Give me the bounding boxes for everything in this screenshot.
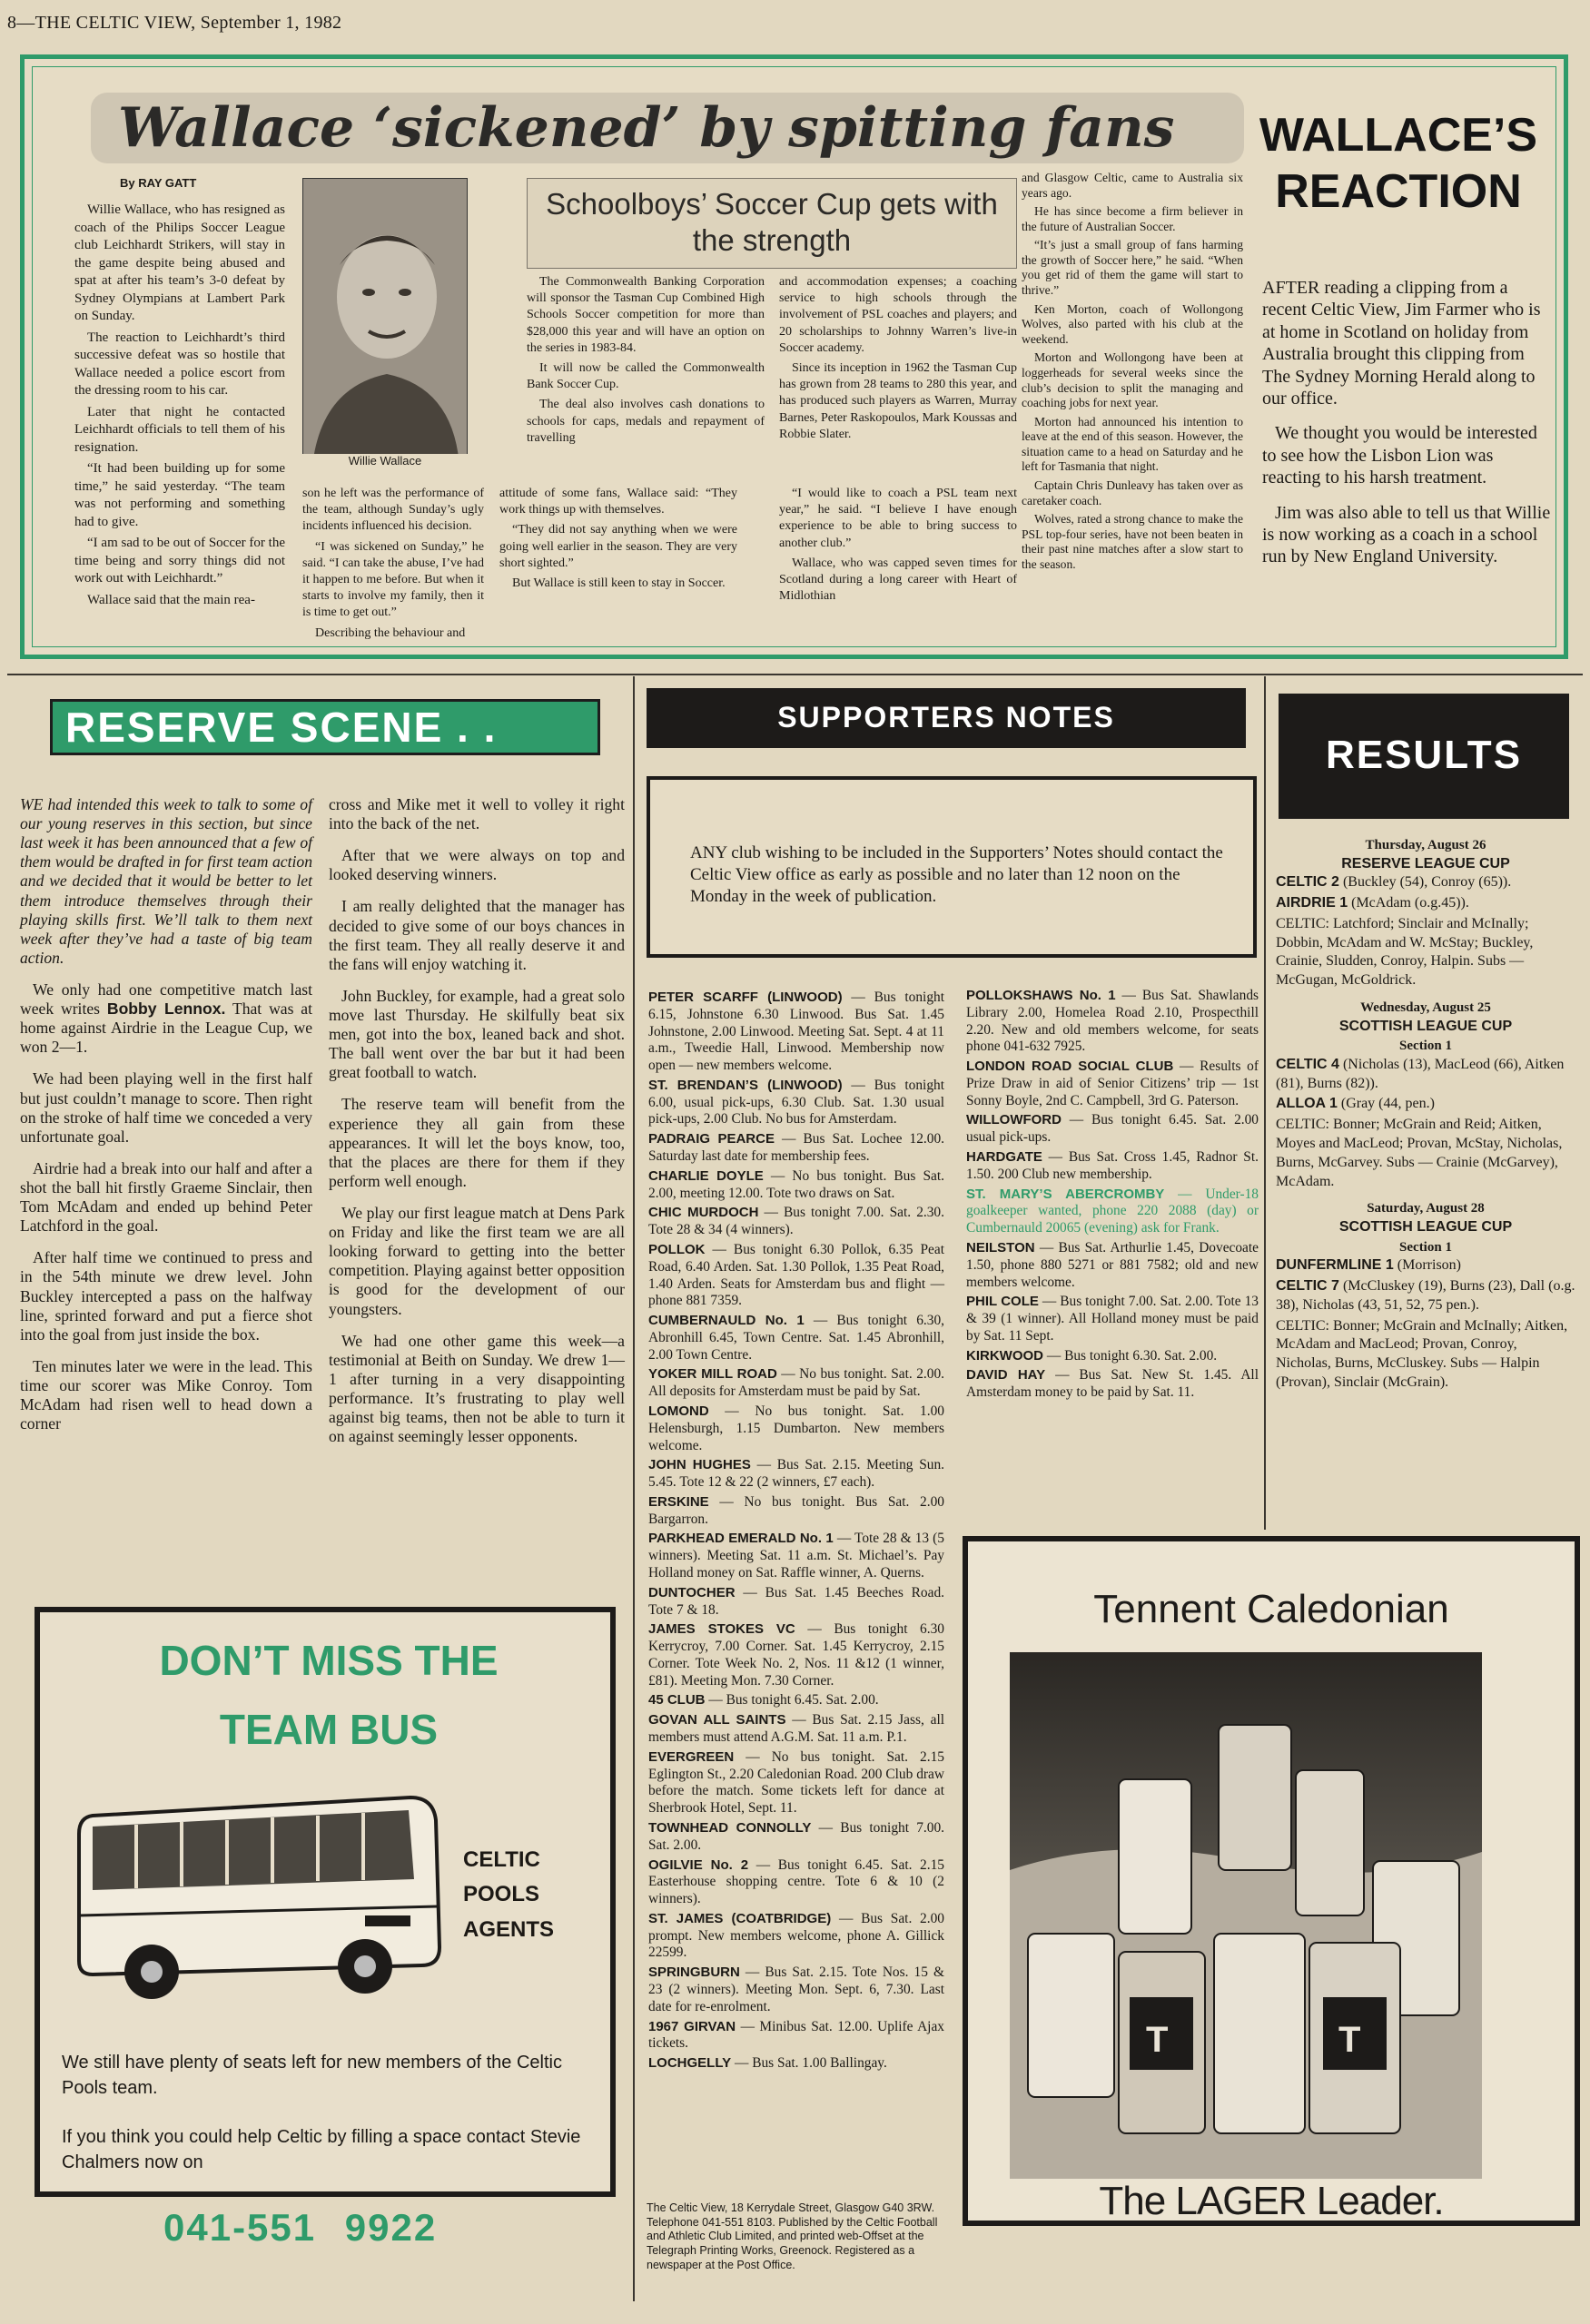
supporters-club-note xyxy=(966,1059,1259,1109)
schoolboys-column-1: The Commonwealth Banking Corporation will sponsor the Tasman Cup Combined High Schools Soccer competition for more than $28,000 this year and will have an option on the series in 1983-84. It will now be called the Commonwealth Bank Soccer Cup. The deal also involves cash donations to schools for caps, medals and repayment of travelling xyxy=(527,275,765,445)
lager-ad-footer: The LAGER Leader. xyxy=(1099,2179,1444,2223)
club-name: ST. JAMES (COATBRIDGE) xyxy=(648,1910,832,1926)
club-note-text: — Bus Sat. New St. 1.45. All Amsterdam money to be paid by Sat. 11. xyxy=(966,1367,1259,1401)
club-name: TOWNHEAD CONNOLLY xyxy=(648,1819,812,1836)
supporters-club-note xyxy=(648,1078,944,1128)
supporters-club-note xyxy=(648,1313,944,1364)
result-scorers: (Buckley (54), Conroy (65)). xyxy=(1338,874,1512,891)
supporters-column-1 xyxy=(648,990,944,2075)
club-note-text: — Bus tonight 7.00. Sat. 2.30. Tote 28 & 34 (4 winners). xyxy=(648,1205,944,1238)
supporters-club-note xyxy=(648,1692,944,1709)
club-name: EVERGREEN xyxy=(648,1748,735,1765)
reserve-column-1: WE had intended this week to talk to some of our young reserves in this section, but since last week it has been announced that a few of them would be drafted in for first team action and we decided that it would be better to let them introduce themselves through their playing skills first. We’ll talk to them next week after they’ve had a taste of big team action. We only had one competitive match last week writes Bobby Lennox. That was at home against Airdrie in the League Cup, we won 2—1. We had been playing well in the first half but just couldn’t manage to score. Then right on the stroke of half time we conceded a very unfortunate goal. Airdrie had a break into our half and after a shot the ball hit firstly Graeme Sinclair, then Tom McAdam and ended up behind Peter Latchford in the goal. After half time we continued to press and in the 54th minute we drew level. John Buckley intercepted a pass on the halfway line, sprinted forward and put a fierce shot into the goal from just inside the box. Ten minutes later we were in the lead. This time our scorer was Mike Conroy. Tom McAdam had risen well to head down a corner xyxy=(20,795,312,1433)
club-name: ST. BRENDAN’S (LINWOOD) xyxy=(648,1077,843,1093)
club-name: PETER SCARFF (LINWOOD) xyxy=(648,990,843,1005)
club-note-text: — Under-18 goalkeeper wanted, phone 220 2088 (day) or Cumbernauld 20065 (evening) ask for Frank. xyxy=(966,1186,1259,1236)
club-name: KIRKWOOD xyxy=(966,1347,1043,1364)
club-name: LONDON ROAD SOCIAL CLUB xyxy=(966,1059,1174,1075)
club-name: SPRINGBURN xyxy=(648,1965,740,1981)
supporters-club-note xyxy=(648,2019,944,2053)
club-note-text: — Bus tonight 7.00. Sat. 2.00. Tote 13 & 39 (1 winner). All Holland money must be paid by Sat. 11 Sept. xyxy=(966,1294,1259,1344)
reserve-scene-banner: RESERVE SCENE . . xyxy=(50,699,600,755)
supporters-club-note xyxy=(648,2055,944,2073)
result-score-line xyxy=(1276,1256,1575,1275)
club-note-text: — Bus tonight 6.30 Pollok, 6.35 Peat Road, 6.40 Arden. Sat. 1.30 Pollok, 1.35 Peat Road, 1.40 Arden. Seats for Amsterdam bus and flight — phone 881 7359. xyxy=(648,1241,944,1309)
result-section: Section 1 xyxy=(1399,1239,1452,1255)
club-name: CHIC MURDOCH xyxy=(648,1205,759,1221)
supporters-club-note xyxy=(966,1149,1259,1184)
result-scorers: (McAdam (o.g.45)). xyxy=(1348,895,1469,911)
supporters-club-note xyxy=(648,1205,944,1239)
svg-text:T: T xyxy=(1146,2020,1169,2060)
supporters-club-note xyxy=(648,990,944,1075)
club-name: POLLOK xyxy=(648,1241,706,1257)
result-lineup: CELTIC: Bonner; McGrain and Reid; Aitken, Moyes and MacLeod; Provan, McStay, Nicholas, Burns, McGarvey. Subs — Crainie (McGarvey), McAdam. xyxy=(1276,1117,1563,1189)
supporters-column-2 xyxy=(966,988,1259,1404)
club-name: LOMOND xyxy=(648,1403,709,1419)
result-score-line xyxy=(1276,894,1575,913)
club-name: YOKER MILL ROAD xyxy=(648,1366,777,1383)
result-date: Wednesday, August 25 xyxy=(1360,1000,1491,1016)
wallace-column-5: and Glasgow Celtic, came to Australia six years ago. He has since become a firm believer in the future of Australian Soccer. “It’s just a small group of fans harming the growth of Soccer here,” he said. “When you get rid of them the game will start to thrive.” Ken Morton, coach of Wollongong Wolves, also parted with his club at the weekend. Morton and Wollongong have been at loggerheads for several weeks since the club’s decision to split the managing and coaching jobs for next year. Morton had announced his intention to leave at the end of this season. However, the situation came to a head on Saturday and he left for Tasmania that night. Captain Chris Dunleavy has taken over as caretaker coach. Wolves, rated a strong chance to make the PSL top-four series, have not been beaten in their past nine matches after a slow start to the season. xyxy=(1022,171,1243,571)
club-name: PHIL COLE xyxy=(966,1294,1039,1310)
supporters-club-note xyxy=(648,1531,944,1581)
supporters-club-note xyxy=(966,1294,1259,1344)
lager-cans-icon xyxy=(1010,1652,1482,2179)
schoolboys-subhead: Schoolboys’ Soccer Cup gets with the strength xyxy=(527,178,1017,269)
wallace-headline: Wallace ‘sickened’ by spitting fans xyxy=(91,93,1244,163)
supporters-club-note xyxy=(966,988,1259,1056)
supporters-club-note xyxy=(966,1112,1259,1147)
club-note-text: — Bus tonight 6.00, usual pick-ups, 6.30 Club. Sat. 1.30 usual pick-ups, 2.00 Club. No bus for Amsterdam. xyxy=(648,1077,944,1128)
result-score-line xyxy=(1276,1277,1575,1315)
result-scorers: (Gray (44, pen.) xyxy=(1337,1096,1435,1112)
wallace-column-1: Willie Wallace, who has resigned as coach of the Philips Soccer League club Leichhardt Strikers, will stay in the game despite being abused and spat at after his team’s 3-0 defeat by Sydney Olympians at Lambert Park on Sunday. The reaction to Leichhardt’s third successive defeat was so hostile that Wallace needed a police escort from the dressing room to his car. Later that night he contacted Leichhardt officials to tell them of his resignation. “It had been building up for some time,” he said yesterday. “The team was not performing and something had to give. “I am sad to be out of Soccer for the time being and sorry things did not work out with Leichhardt.” Wallace said that the main rea- xyxy=(74,202,285,607)
club-name: LOCHGELLY xyxy=(648,2055,732,2072)
supporters-notes-banner: SUPPORTERS NOTES xyxy=(647,688,1246,748)
result-team: DUNFERMLINE 1 xyxy=(1276,1257,1394,1274)
club-name: PARKHEAD EMERALD No. 1 xyxy=(648,1531,834,1547)
page-header: 8—THE CELTIC VIEW, September 1, 1982 xyxy=(7,13,342,33)
result-competition: SCOTTISH LEAGUE CUP xyxy=(1338,1218,1513,1235)
supporters-club-note xyxy=(648,1911,944,1962)
supporters-notice: ANY club wishing to be included in the Supporters’ Notes should contact the Celtic View office as early as possible and no later than 12 noon on the Monday in the week of publication. xyxy=(690,843,1223,906)
club-note-text: — Bus tonight 6.45. Sat. 2.15 Easterhouse shopping centre. Tote 6 & 10 (2 winners). xyxy=(648,1856,944,1907)
club-note-text: — Bus Sat. Lochee 12.00. Saturday last date for membership fees. xyxy=(648,1131,944,1165)
lager-ad-title: Tennent Caledonian xyxy=(1093,1587,1449,1631)
result-score-line xyxy=(1276,1056,1575,1094)
photo-caption: Willie Wallace xyxy=(302,454,468,468)
club-name: POLLOKSHAWS No. 1 xyxy=(966,988,1116,1003)
bus-icon xyxy=(65,1779,447,2015)
result-date: Saturday, August 28 xyxy=(1367,1201,1485,1216)
club-name: DUNTOCHER xyxy=(648,1584,736,1600)
svg-text:T: T xyxy=(1338,2020,1361,2060)
wallace-photo xyxy=(302,178,468,465)
section-rule xyxy=(7,674,1583,675)
club-note-text: — No bus tonight. Sat. 2.00. All deposits for Amsterdam must be paid by Sat. xyxy=(648,1366,945,1400)
club-note-text: — No bus tonight. Bus Sat. 2.00 Bargarron. xyxy=(648,1493,944,1527)
club-name: 1967 GIRVAN xyxy=(648,2018,736,2034)
club-note-text: — Bus tonight 6.30 Kerrycroy, 7.00 Corner. Sat. 1.45 Kerrycroy, 2.15 Corner. Tote Week No. 2, Nos. 11 &12 (1 winner, £81). Meeting Mon. 7.30 Corner. xyxy=(648,1621,944,1689)
club-note-text: — Bus Sat. 1.00 Ballingay. xyxy=(731,2055,887,2072)
club-name: JAMES STOKES VC xyxy=(648,1621,795,1638)
supporters-club-note xyxy=(648,1131,944,1166)
wallace-column-4: “I would like to coach a PSL team next year,” he said. “I believe I have enough experience to be able to bring success to another club.” Wallace, who was capped seven times for Scotland during a long career with Heart of Midlothian xyxy=(779,487,1017,604)
club-note-text: — Minibus Sat. 12.00. Uplife Ajax tickets. xyxy=(648,2018,944,2052)
club-note-text: — Bus Sat. Shawlands Library 2.00, Homelea Road 2.10, Prospecthill 2.20. New and old members welcome, for seats phone 041-632 7925. xyxy=(966,988,1259,1055)
supporters-club-note xyxy=(966,1187,1259,1237)
supporters-club-note xyxy=(648,1366,944,1401)
result-team: AIRDRIE 1 xyxy=(1276,895,1348,911)
pools-agents-label: CELTIC POOLS AGENTS xyxy=(463,1847,555,1942)
club-note-text: — Tote 28 & 13 (5 winners). Meeting Sat. 11 a.m. St. Michael’s. Pay Holland money on Sat. Raffle winner, A. Querns. xyxy=(648,1531,944,1581)
supporters-club-note xyxy=(966,1367,1259,1402)
club-name: DAVID HAY xyxy=(966,1367,1046,1384)
club-name: 45 CLUB xyxy=(648,1692,706,1709)
supporters-club-note xyxy=(648,1168,944,1203)
club-name: CHARLIE DOYLE xyxy=(648,1167,764,1184)
club-note-text: — Bus tonight 6.45. Sat. 2.00 usual pick-ups. xyxy=(966,1112,1259,1146)
club-name: JOHN HUGHES xyxy=(648,1457,751,1473)
supporters-club-note xyxy=(648,1712,944,1747)
club-note-text: — Bus Sat. 2.15. Tote Nos. 15 & 23 (2 winners). Meeting Mon. Sept. 6, 7.30. Last date for re-enrolment. xyxy=(648,1965,944,2014)
result-scorers: (Morrison) xyxy=(1393,1257,1461,1274)
supporters-club-note xyxy=(966,1240,1259,1291)
column-rule xyxy=(633,676,635,2301)
club-note-text: — Bus Sat. 1.45 Beeches Road. Tote 7 & 18. xyxy=(648,1584,944,1618)
club-note-text: — Bus tonight 6.45. Sat. 2.00. xyxy=(705,1692,879,1709)
publisher-imprint: The Celtic View, 18 Kerrydale Street, Glasgow G40 3RW. Telephone 041-551 8103. Published by the Celtic Football and Athletic Club Limited, and printed web-Offset at the Telegraph Printing Works, Greenock. Registered as a newspaper at the Post Office. xyxy=(647,2201,938,2271)
result-section: Section 1 xyxy=(1399,1039,1452,1054)
club-name: ST. MARY’S ABERCROMBY xyxy=(966,1186,1165,1202)
wallace-column-2: son he left was the performance of the team, although Sunday’s ugly incidents influenced his decision. “I was sickened on Sunday,” he said. “I can take the abuse, I’ve had it happen to me before. But when it starts to involve my family, then it is time to get out.” Describing the behaviour and xyxy=(302,487,484,640)
bus-ad-text: We still have plenty of seats left for new members of the Celtic Pools team. If you think you could help Celtic by filling a space contact Stevie Chalmers now on xyxy=(62,2053,581,2172)
result-team: CELTIC 2 xyxy=(1276,874,1339,891)
club-note-text: — Bus tonight 7.00. Sat. 2.00. xyxy=(648,1819,945,1853)
result-score-line xyxy=(1276,873,1575,892)
club-name: GOVAN ALL SAINTS xyxy=(648,1712,786,1728)
result-competition: SCOTTISH LEAGUE CUP xyxy=(1338,1018,1513,1034)
portrait-icon xyxy=(303,179,468,465)
club-name: PADRAIG PEARCE xyxy=(648,1131,775,1147)
column-rule xyxy=(1264,676,1266,1530)
club-name: CUMBERNAULD No. 1 xyxy=(648,1313,805,1329)
result-score-line xyxy=(1276,1095,1575,1114)
result-scorers: (Nicholas (13), MacLeod (66), Aitken (81), Burns (82)). xyxy=(1276,1056,1565,1091)
club-note-text: — Results of Prize Draw in aid of Senior Citizens’ trip — 1st Sonny Boyle, 2nd C. Campbell, 3rd G. Paterson. xyxy=(966,1059,1259,1108)
reaction-title: WALLACE’S REACTION xyxy=(1259,109,1538,219)
wallace-column-3: attitude of some fans, Wallace said: “They work things up with themselves. “They did not say anything when we were going well earlier in the season. They are very short sighted.” But Wallace is still keen to stay in Soccer. xyxy=(499,487,737,590)
supporters-club-note xyxy=(648,1857,944,1908)
result-team: CELTIC 4 xyxy=(1276,1056,1339,1072)
supporters-club-note xyxy=(648,1820,944,1855)
club-note-text: — Bus tonight 6.30. Sat. 2.00. xyxy=(1043,1347,1218,1364)
club-note-text: — No bus tonight. Bus Sat. 2.00, meeting 12.00. Tote two draws on Sat. xyxy=(648,1167,944,1201)
result-lineup: CELTIC: Latchford; Sinclair and McInally; Dobbin, McAdam and W. McStay; Buckley, Crainie, Sludden, Conroy, Halpin. Subs — McGugan, McGoldrick. xyxy=(1276,915,1534,989)
result-date: Thursday, August 26 xyxy=(1365,838,1486,852)
club-note-text: — Bus Sat. Cross 1.45, Radnor St. 1.50. 200 Club new membership. xyxy=(966,1149,1259,1182)
bus-ad-phone: 041-551 9922 xyxy=(163,2206,438,2249)
wallace-byline: By RAY GATT xyxy=(120,176,197,190)
supporters-club-note xyxy=(648,1457,944,1492)
club-name: OGILVIE No. 2 xyxy=(648,1856,749,1873)
bus-ad-headline: DON’T MISS THE TEAM BUS xyxy=(159,1637,499,1753)
schoolboys-column-2: and accommodation expenses; a coaching service to high schools through the involvement of PSL coaches and players; and 20 scholarships to Johnny Warren’s live-in Soccer academy. Since its inception in 1962 the Tasman Cup has grown from 28 teams to 280 this year, and has produced such players as Warren, Murray Barnes, Peter Raskopoulos, Mark Koussas and Robbie Slater. xyxy=(779,275,1017,441)
supporters-club-note xyxy=(648,1494,944,1529)
club-note-text: — Bus Sat. Arthurlie 1.45, Dovecoate 1.50, phone 880 5271 or 881 7582; old and new members welcome. xyxy=(966,1239,1259,1290)
result-team: ALLOA 1 xyxy=(1276,1096,1338,1112)
result-lineup: CELTIC: Bonner; McGrain and McInally; Aitken, McAdam and MacLeod; Provan, Conroy, Nicholas, Burns, McCluskey. Subs — Halpin (Provan), Sinclair (McGrain). xyxy=(1276,1317,1568,1391)
club-name: NEILSTON xyxy=(966,1239,1035,1256)
club-name: ERSKINE xyxy=(648,1493,709,1510)
club-note-text: — No bus tonight. Sat. 2.15 Eglington St., 2.20 Caledonian Road. 200 Club draw before the match. Some tickets left for dance at Sherbrook Hotel, Sept. 11. xyxy=(648,1748,944,1817)
club-note-text: — Bus tonight 6.30, Abronhill 6.45, Town Centre. Sat. 1.45 Abronhill, 2.00 Town Centre. xyxy=(648,1313,944,1363)
result-team: CELTIC 7 xyxy=(1276,1278,1339,1295)
club-note-text: — Bus Sat. 2.15. Meeting Sun. 5.45. Tote 12 & 22 (2 winners, £7 each). xyxy=(648,1457,944,1491)
supporters-club-note xyxy=(966,1348,1259,1365)
club-name: WILLOWFORD xyxy=(966,1112,1062,1128)
supporters-club-note xyxy=(648,1621,944,1689)
club-note-text: — Bus Sat. 2.00 prompt. New members welcome, phone A. Gillick 22599. xyxy=(648,1910,944,1961)
club-note-text: — No bus tonight. Sat. 1.00 Helensburgh, 1.15 Dumbarton. New members welcome. xyxy=(648,1403,944,1453)
supporters-club-note xyxy=(648,1403,944,1454)
supporters-club-note xyxy=(648,1965,944,2015)
supporters-club-note xyxy=(648,1242,944,1310)
result-scorers: (McCluskey (19), Burns (23), Dall (o.g. 38), Nicholas (43, 51, 52, 75 pen.). xyxy=(1276,1278,1575,1313)
club-note-text: — Bus tonight 6.15, Johnstone 6.30 Linwood. Bus Sat. 1.45 Johnstone, 2.00 Linwood. Meeting Sat. Sept. 4 at 11 a.m., Tweedie Hall, Linwood. Membership now open — new members welcome. xyxy=(648,990,944,1074)
supporters-club-note xyxy=(648,1585,944,1620)
result-competition: RESERVE LEAGUE CUP xyxy=(1341,855,1510,872)
results-banner: RESULTS xyxy=(1279,694,1569,819)
club-name: HARDGATE xyxy=(966,1149,1042,1166)
reaction-body: AFTER reading a clipping from a recent Celtic View, Jim Farmer who is at home in Scotland on holiday from Australia brought this clipping from The Sydney Morning Herald along to our office. We thought you would be interested to see how the Lisbon Lion was reacting to his harsh treatment. Jim was also able to tell us that Willie is now working as a coach in a school run by New England University. xyxy=(1262,278,1551,567)
reserve-column-2: cross and Mike met it well to volley it right into the back of the net. After that we were always on top and looked deserving winners. I am really delighted that the manager has decided to give some of our boys chances in the first team. They all really deserve it and the fans will enjoy watching it. John Buckley, for example, had a great solo move last Thursday. He skilfully beat six men, got into the box, leaned back and shot. The ball went over the bar but it had been great football to watch. The reserve team will benefit from the experience they all gain from these appearances. It will let the boys know, too, that the places are there for them if they perform well enough. We play our first league match at Dens Park on Friday and like the first team we are all looking forward to getting into the better competition. Playing against better opposition is good for the development of our youngsters. We had one other game this week—a testimonial at Beith on Sunday. We drew 1—1 after turning in a very disappointing performance. It’s frustrating to play well against big teams, then not be able to turn it on against seemingly lesser opponents. xyxy=(329,795,625,1446)
results-list xyxy=(1276,837,1575,1394)
supporters-club-note xyxy=(648,1749,944,1817)
club-note-text: — Bus Sat. 2.15 Jass, all members must attend A.G.M. Sat. 11 a.m. P.1. xyxy=(648,1712,945,1746)
